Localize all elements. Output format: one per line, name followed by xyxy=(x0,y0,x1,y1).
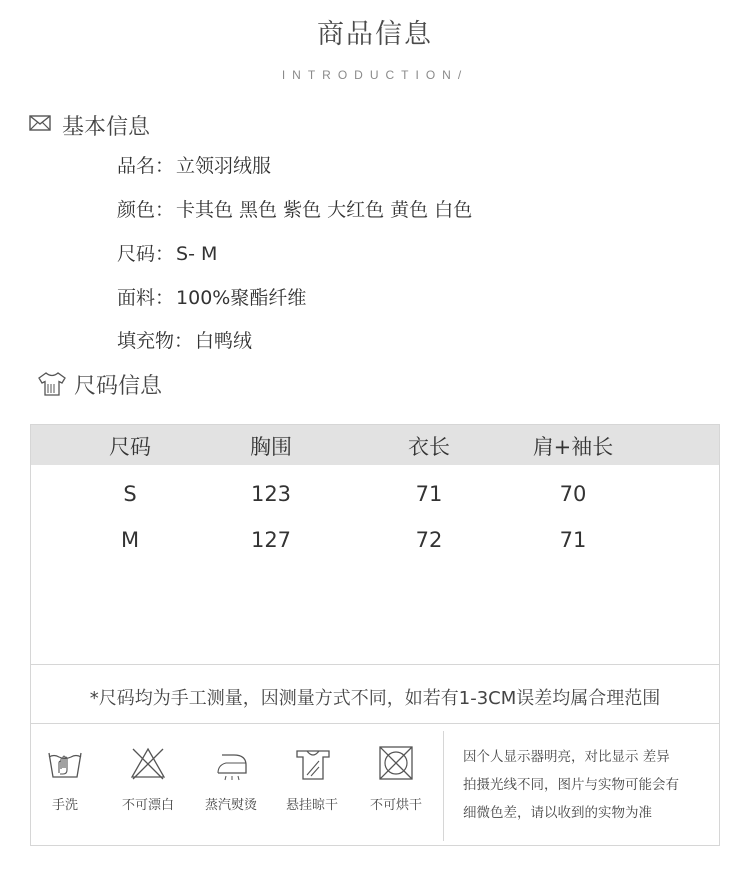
table-cell: M xyxy=(120,528,140,552)
table-cell: 127 xyxy=(250,528,292,552)
column-header: 胸围 xyxy=(250,435,292,459)
info-row-color xyxy=(117,195,472,222)
size-table xyxy=(30,424,720,846)
care-label-hang-dry: 悬挂晾干 xyxy=(285,798,338,813)
tshirt-icon xyxy=(37,371,67,397)
info-label: 品名： xyxy=(117,155,175,177)
page-subtitle: INTRODUCTION/ xyxy=(281,68,469,82)
column-header: 衣长 xyxy=(408,435,450,459)
table-header-row xyxy=(31,425,719,465)
color-disclaimer xyxy=(463,743,715,827)
divider xyxy=(31,723,719,724)
info-label: 颜色： xyxy=(117,199,175,221)
table-cell: 72 xyxy=(415,528,443,552)
info-value: 立领羽绒服 xyxy=(176,155,272,177)
table-cell: S xyxy=(123,482,137,506)
page-title: 商品信息 xyxy=(317,19,433,50)
care-label-no-bleach: 不可漂白 xyxy=(121,798,174,813)
care-label-steam-iron: 蒸汽熨烫 xyxy=(204,798,257,813)
no-tumble-dry-icon xyxy=(376,743,416,783)
column-header: 尺码 xyxy=(109,435,151,459)
care-label-hand-wash: 手洗 xyxy=(51,798,78,813)
table-cell: 71 xyxy=(559,528,587,552)
info-label: 填充物： xyxy=(117,330,194,352)
info-value: 卡其色 黑色 紫色 大红色 黄色 白色 xyxy=(176,199,473,221)
hang-dry-icon xyxy=(293,743,333,783)
column-header: 肩+袖长 xyxy=(532,435,614,459)
table-cell: 70 xyxy=(559,482,587,506)
info-row-size xyxy=(117,239,217,266)
steam-iron-icon xyxy=(212,743,252,783)
basic-info-heading: 基本信息 xyxy=(62,115,151,140)
info-value: 100%聚酯纤维 xyxy=(176,287,307,309)
care-label-no-tumble-dry: 不可烘干 xyxy=(369,798,422,813)
info-label: 面料： xyxy=(117,287,175,309)
disclaimer-line: 细微色差，请以收到的实物为准 xyxy=(463,805,652,821)
info-row-name xyxy=(117,151,271,178)
no-bleach-icon xyxy=(128,743,168,783)
info-row-fabric xyxy=(117,283,306,310)
size-info-heading: 尺码信息 xyxy=(74,374,163,399)
disclaimer-line: 因个人显示器明亮，对比显示 差异 xyxy=(463,749,670,765)
info-value: 白鸭绒 xyxy=(195,330,253,352)
envelope-icon xyxy=(29,115,51,131)
table-cell: 71 xyxy=(415,482,443,506)
divider xyxy=(31,664,719,665)
hand-wash-icon xyxy=(45,743,85,783)
disclaimer-line: 拍摄光线不同，图片与实物可能会有 xyxy=(463,777,679,793)
divider xyxy=(443,731,444,841)
measurement-note: *尺码均为手工测量，因测量方式不同，如若有1-3CM误差均属合理范围 xyxy=(89,688,661,709)
info-row-filling xyxy=(117,326,252,353)
info-label: 尺码： xyxy=(117,243,175,265)
info-value: S- M xyxy=(176,243,218,265)
table-cell: 123 xyxy=(250,482,292,506)
